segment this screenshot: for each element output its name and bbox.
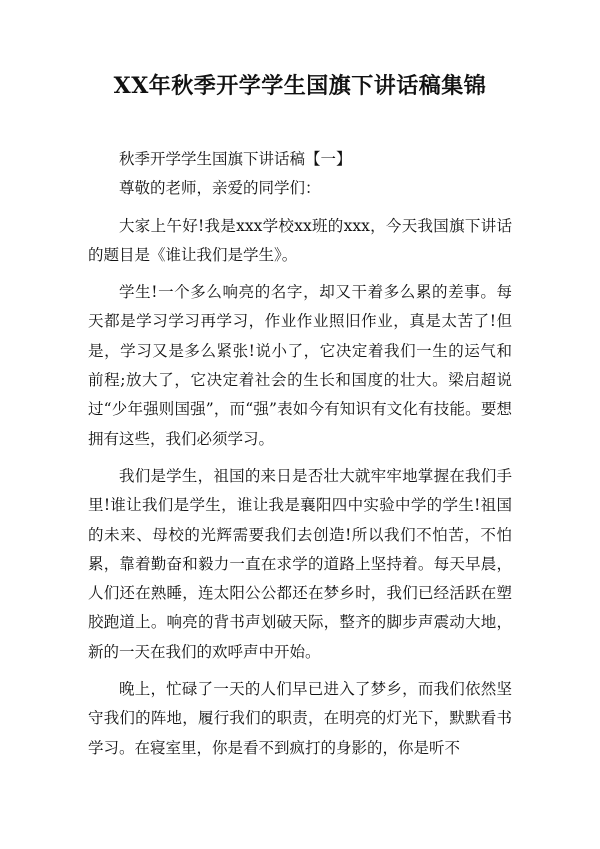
document-title: XX年秋季开学学生国旗下讲话稿集锦 (113, 73, 487, 99)
paragraph: 我们是学生，祖国的来日是否壮大就牢牢地掌握在我们手里!谁让我们是学生，谁让我是襄阳四中实验中学的学生!祖国的未来、母校的光辉需要我们去创造!所以我们不怕苦，不怕累，靠着勤奋和毅力一直在求学的道路上坚持着。每天早晨，人们还在熟睡，连太阳公公都还在梦乡时，我们已经活跃在塑胶跑道上。响亮的背书声划破天际，整齐的脚步声震动大地，新的一天在我们的欢呼声中开始。 (88, 466, 512, 661)
section-heading: 秋季开学学生国旗下讲话稿【一】 (119, 150, 352, 168)
paragraph: 大家上午好!我是xxx学校xx班的xxx，今天我国旗下讲话的题目是《谁让我们是学生》。 (88, 216, 512, 264)
paragraph: 学生!一个多么响亮的名字，却又干着多么累的差事。每天都是学习学习再学习，作业作业照旧作业，真是太苦了!但是，学习又是多么紧张!说小了，它决定着我们一生的运气和前程;放大了，它决定着社会的生长和国度的壮大。梁启超说过“少年强则国强”，而“强”表如今有知识有文化有技能。要想拥有这些，我们必须学习。 (88, 283, 512, 448)
document-body (88, 145, 512, 763)
paragraph: 晚上，忙碌了一天的人们早已进入了梦乡，而我们依然坚守我们的阵地，履行我们的职责，在明亮的灯光下，默默看书学习。在寝室里，你是看不到疯打的身影的，你是听不 (88, 680, 512, 757)
salutation: 尊敬的老师，亲爱的同学们： (119, 179, 321, 198)
